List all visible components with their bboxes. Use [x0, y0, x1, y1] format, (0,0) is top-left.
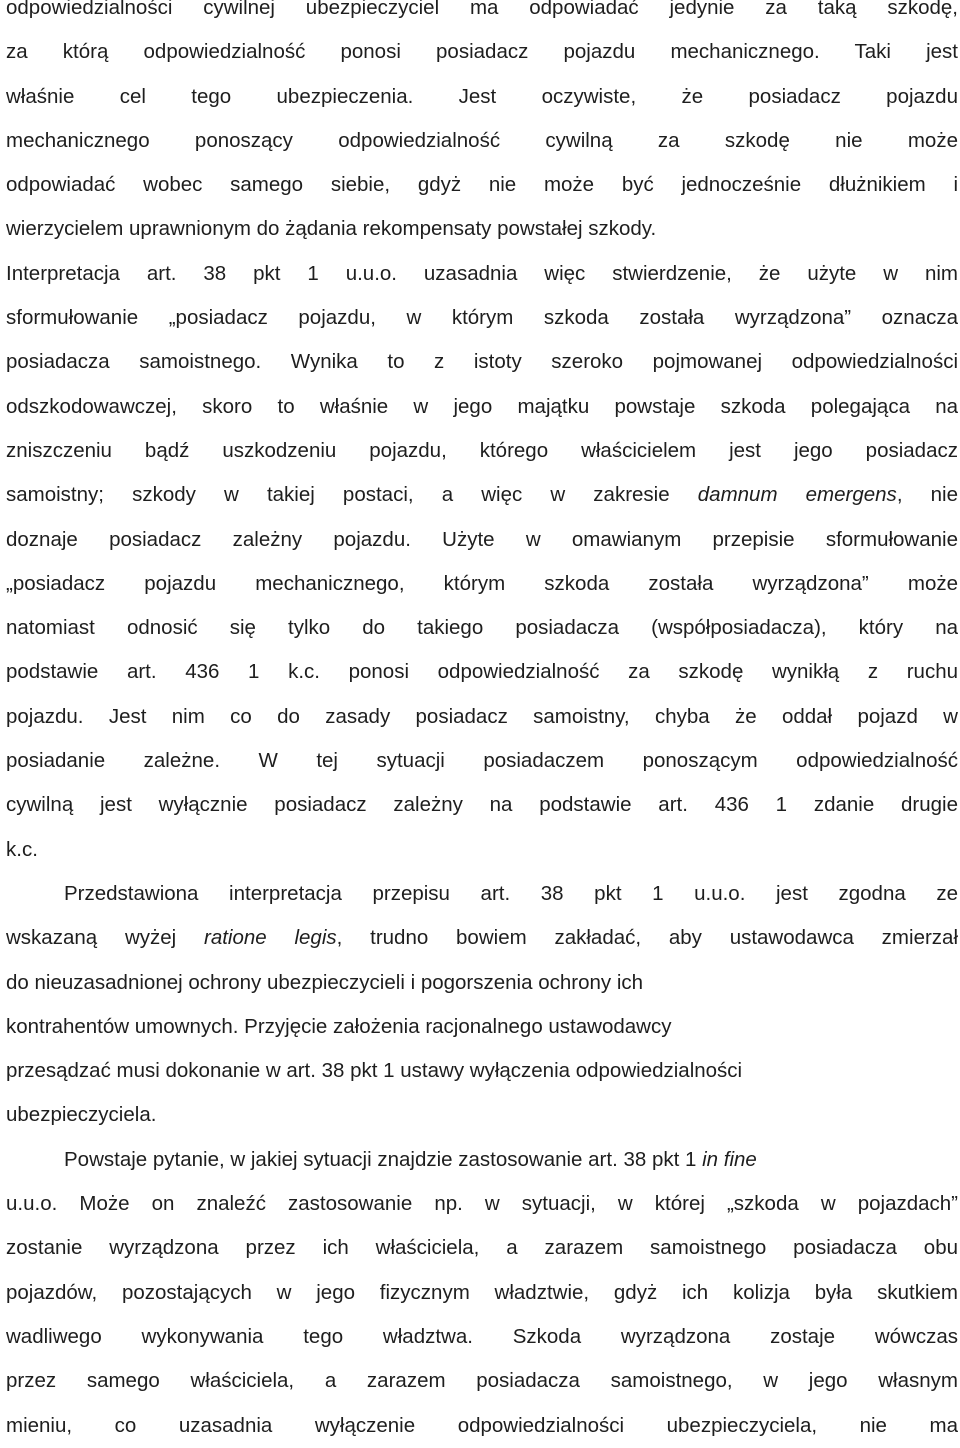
text-segment: Przedstawiona interpretacja przepisu art. 38 pkt 1 u.u.o. jest zgodna ze [64, 881, 958, 905]
text-segment: Interpretacja art. 38 pkt 1 u.u.o. uzasadnia więc stwierdzenie, że użyte w nim [6, 261, 958, 285]
text-line [6, 119, 958, 163]
text-segment: doznaje posiadacz zależny pojazdu. Użyte w omawianym przepisie sformułowanie [6, 527, 958, 551]
text-segment: k.c. [6, 837, 38, 861]
text-line [6, 429, 958, 473]
text-line [6, 75, 958, 119]
text-segment: wierzycielem uprawnionym do żądania rekompensaty powstałej szkody. [6, 217, 657, 241]
italic-term: in fine [702, 1147, 757, 1171]
text-line [6, 1226, 958, 1270]
text-segment: sformułowanie „posiadacz pojazdu, w którym szkoda została wyrządzona” oznacza [6, 306, 958, 330]
text-line [6, 1093, 958, 1137]
text-segment: podstawie art. 436 1 k.c. ponosi odpowiedzialność za szkodę wynikłą z ruchu [6, 660, 958, 684]
italic-term: damnum emergens [697, 483, 897, 507]
text-segment: cywilną jest wyłącznie posiadacz zależny na podstawie art. 436 1 zdanie drugie [6, 793, 958, 817]
text-segment: zniszczeniu bądź uszkodzeniu pojazdu, którego właścicielem jest jego posiadacz [6, 438, 958, 462]
text-line [6, 1138, 958, 1182]
text-line [6, 207, 958, 251]
text-segment: posiadanie zależne. W tej sytuacji posiadaczem ponoszącym odpowiedzialność [6, 749, 958, 773]
text-line [6, 1315, 958, 1359]
text-line [6, 695, 958, 739]
text-segment: wskazaną wyżej [6, 926, 204, 950]
text-segment: mieniu, co uzasadnia wyłączenie odpowiedzialności ubezpieczyciela, nie ma [6, 1413, 958, 1437]
text-segment: natomiast odnosić się tylko do takiego posiadacza (współposiadacza), który na [6, 616, 958, 640]
text-line [6, 340, 958, 384]
text-segment: odpowiedzialności cywilnej ubezpieczyciel ma odpowiadać jedynie za taką szkodę, [6, 0, 958, 19]
text-segment: posiadacza samoistnego. Wynika to z istoty szeroko pojmowanej odpowiedzialności [6, 350, 958, 374]
text-line [6, 828, 958, 872]
text-line [6, 916, 958, 960]
text-segment: przesądzać musi dokonanie w art. 38 pkt 1 ustawy wyłączenia odpowiedzialności [6, 1059, 743, 1083]
text-segment: mechanicznego ponoszący odpowiedzialność cywilną za szkodę nie może [6, 128, 958, 152]
text-line [6, 0, 958, 30]
text-line [6, 650, 958, 694]
text-line [6, 1404, 958, 1448]
text-segment: przez samego właściciela, a zarazem posiadacza samoistnego, w jego własnym [6, 1369, 958, 1393]
text-line [6, 473, 958, 517]
text-line [6, 739, 958, 783]
text-segment: pojazdu. Jest nim co do zasady posiadacz samoistny, chyba że oddał pojazd w [6, 704, 958, 728]
text-segment: pojazdów, pozostających w jego fizycznym władztwie, gdyż ich kolizja była skutkiem [6, 1280, 958, 1304]
text-segment: odpowiadać wobec samego siebie, gdyż nie może być jednocześnie dłużnikiem i [6, 173, 958, 197]
text-segment: , trudno bowiem zakładać, aby ustawodawca zmierzał [336, 926, 958, 950]
text-segment: samoistny; szkody w takiej postaci, a więc w zakresie [6, 483, 698, 507]
text-segment: u.u.o. Może on znaleźć zastosowanie np. w sytuacji, w której „szkoda w pojazdach” [6, 1192, 958, 1216]
text-segment: Powstaje pytanie, w jakiej sytuacji znajdzie zastosowanie art. 38 pkt 1 [64, 1147, 703, 1171]
text-line [6, 252, 958, 296]
text-segment: właśnie cel tego ubezpieczenia. Jest oczywiste, że posiadacz pojazdu [6, 84, 958, 108]
text-segment: „posiadacz pojazdu mechanicznego, którym szkoda została wyrządzona” może [6, 571, 958, 595]
text-line [6, 606, 958, 650]
text-segment: kontrahentów umownych. Przyjęcie założenia racjonalnego ustawodawcy [6, 1014, 672, 1038]
text-line [6, 30, 958, 74]
text-line [6, 296, 958, 340]
text-segment: wadliwego wykonywania tego władztwa. Szkoda wyrządzona zostaje wówczas [6, 1324, 958, 1348]
text-line [6, 1359, 958, 1403]
text-segment: , nie [896, 483, 958, 507]
text-segment: odszkodowawczej, skoro to właśnie w jego majątku powstaje szkoda polegająca na [6, 394, 958, 418]
document-page [6, 0, 958, 1448]
text-line [6, 1182, 958, 1226]
text-segment: za którą odpowiedzialność ponosi posiadacz pojazdu mechanicznego. Taki jest [6, 40, 958, 64]
text-segment: ubezpieczyciela. [6, 1103, 157, 1127]
text-line [6, 518, 958, 562]
text-line [6, 562, 958, 606]
text-line [6, 1271, 958, 1315]
text-segment: zostanie wyrządzona przez ich właściciela, a zarazem samoistnego posiadacza obu [6, 1236, 958, 1260]
text-line [6, 872, 958, 916]
text-line [6, 385, 958, 429]
italic-term: ratione legis [204, 926, 337, 950]
text-line [6, 163, 958, 207]
text-line [6, 1049, 958, 1093]
text-segment: do nieuzasadnionej ochrony ubezpieczycieli i pogorszenia ochrony ich [6, 970, 644, 994]
text-line [6, 783, 958, 827]
text-line [6, 1005, 958, 1049]
text-line [6, 961, 958, 1005]
